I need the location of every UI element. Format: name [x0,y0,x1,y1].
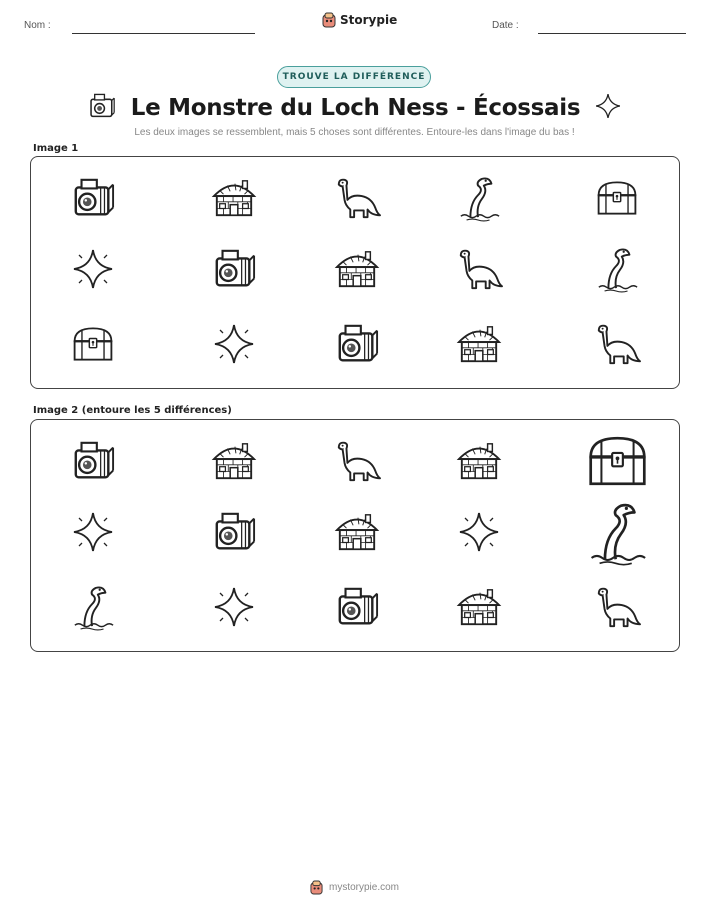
date-line[interactable] [538,33,686,34]
panel-2-label: Image 2 (entoure les 5 différences) [33,405,232,416]
dinosaur-icon[interactable] [322,428,392,494]
sparkle-icon[interactable] [199,574,269,640]
panel-image-1[interactable] [30,156,680,389]
date-label: Date : [492,20,519,31]
cottage-icon[interactable] [444,311,514,377]
sparkle-icon[interactable] [58,236,128,302]
chest-icon[interactable] [58,311,128,377]
activity-badge: TROUVE LA DIFFÉRENCE [277,66,431,88]
nessie-icon[interactable] [58,574,128,640]
brand-logo [322,12,397,28]
brand-name: Storypie [340,13,398,27]
cottage-icon[interactable] [322,499,392,565]
storypie-mascot-icon [322,12,336,28]
camera-icon [87,92,117,124]
sparkle-icon[interactable] [444,499,514,565]
panel-1-label: Image 1 [33,143,79,154]
name-label: Nom : [24,20,51,31]
title-row [0,90,709,126]
chest-icon[interactable] [582,165,652,231]
footer-url[interactable]: mystorypie.com [328,882,399,893]
camera-icon[interactable] [199,499,269,565]
footer [0,880,709,895]
instructions: Les deux images se ressemblent, mais 5 choses sont différentes. Entoure-les dans l'image du bas ! [134,127,575,138]
camera-icon[interactable] [58,165,128,231]
camera-icon[interactable] [58,428,128,494]
camera-icon[interactable] [199,236,269,302]
dinosaur-icon[interactable] [582,574,652,640]
dinosaur-icon[interactable] [582,311,652,377]
camera-icon[interactable] [322,311,392,377]
camera-icon[interactable] [322,574,392,640]
sparkle-icon[interactable] [199,311,269,377]
dinosaur-icon[interactable] [322,165,392,231]
sparkle-icon[interactable] [58,499,128,565]
nessie-icon[interactable] [582,236,652,302]
cottage-icon[interactable] [322,236,392,302]
cottage-icon[interactable] [444,574,514,640]
cottage-icon[interactable] [199,428,269,494]
cottage-icon[interactable] [199,165,269,231]
chest-icon[interactable] [582,428,652,494]
name-line[interactable] [72,33,255,34]
nessie-icon[interactable] [582,499,652,565]
storypie-mascot-icon [310,880,323,895]
nessie-icon[interactable] [444,165,514,231]
page-title: Le Monstre du Loch Ness - Écossais [130,95,581,121]
dinosaur-icon[interactable] [444,236,514,302]
sparkle-icon [594,92,622,124]
panel-image-2[interactable] [30,419,680,652]
cottage-icon[interactable] [444,428,514,494]
